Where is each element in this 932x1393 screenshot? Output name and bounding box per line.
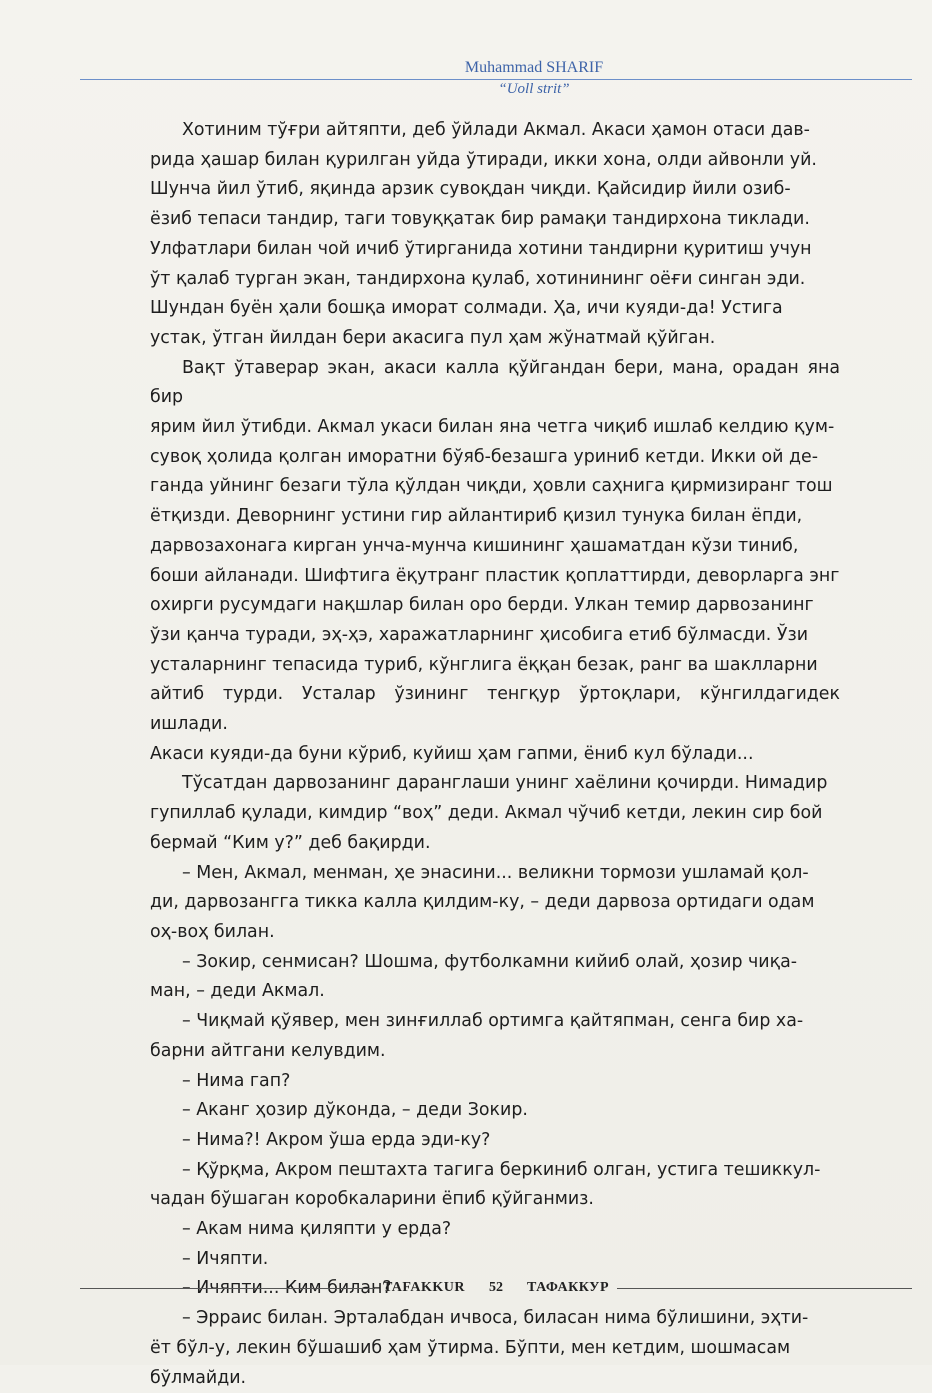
page-number: 52 bbox=[489, 1280, 504, 1295]
dialogue-line: – Мен, Акмал, менман, ҳе энасини... великни тормози ушламай қол- ди, дарвозангга тикка калла қилдим-ку, – деди дарвоза ортидаги одам оҳ-воҳ билан. bbox=[150, 862, 815, 942]
dialogue-line: – Нима гап? bbox=[182, 1070, 291, 1091]
header-author: Muhammad SHARIF bbox=[464, 59, 604, 76]
footer-journal-latin: TAFAKKUR bbox=[382, 1280, 466, 1295]
dialogue-line: – Ичяпти. bbox=[182, 1248, 269, 1269]
dialogue-line: – Эрраис билан. Эрталабдан ичвоса, биласан нима бўлишини, эҳти- ёт бўл-у, лекин бўшашиб ҳам ўтирма. Бўпти, мен кетдим, шошмасам бўлмайди. bbox=[150, 1308, 809, 1388]
dialogue-line: – Ичяпти... Ким билан? bbox=[182, 1278, 392, 1299]
footer-rule-left bbox=[80, 1288, 375, 1289]
running-footer bbox=[80, 1278, 912, 1298]
dialogue-line: – Аканг ҳозир дўконда, – деди Зокир. bbox=[182, 1100, 528, 1121]
paragraph: Вақт ўтаверар экан, акаси калла қўйгандан бери, мана, орадан яна бир ярим йил ўтибди. Акмал укаси билан яна четга чиқиб ишлаб келдию қум- сувоқ ҳолида қолган иморатни бўяб-безашга уриниб кетди. Икки ой де- ганда уйнинг безаги тўла қўлдан чиқди, ҳовли саҳнига қирмизиранг тош ётқизди. Деворнинг устини гир айлантириб қизил тунука билан ёпди, дарвозахонага кирган унча-мунча кишининг ҳашаматдан кўзи тиниб, боши айланади. Шифтига ёқутранг пластик қоплаттирди, деворларга энг охирги русумдаги нақшлар билан оро берди. Улкан темир дарвозанинг ўзи қанча туради, эҳ-ҳэ, харажатларнинг ҳисобига етиб бўлмасди. Ўзи усталарнинг тепасида туриб, кўнглига ёққан безак, ранг ва шаклларни айтиб турди. Усталар ўзининг тенгқур ўртоқлари, кўнгилдагидек ишлади. Акаси куяди-да буни кўриб, куйиш ҳам гапми, ёниб кул бўлади... bbox=[150, 357, 840, 764]
dialogue-line: – Акам нима қиляпти у ерда? bbox=[182, 1219, 452, 1240]
dialogue-line: – Нима?! Акром ўша ерда эди-ку? bbox=[182, 1129, 491, 1150]
header-title: “Uoll strit” bbox=[498, 81, 570, 97]
dialogue-line: – Қўрқма, Акром пештахта тагига беркиниб олган, устига тешиккул- чадан бўшаган коробкаларини ёпиб қўйганмиз. bbox=[150, 1159, 821, 1210]
paragraph: Тўсатдан дарвозанинг даранглаши унинг хаёлини қочирди. Нимадир гупиллаб қулади, кимдир “воҳ” деди. Акмал чўчиб кетди, лекин сир бой бермай “Ким у?” деб бақирди. bbox=[150, 773, 828, 853]
paragraph: Хотиним тўғри айтяпти, деб ўйлади Акмал. Акаси ҳамон отаси дав- рида ҳашар билан қурилган уйда ўтиради, икки хона, олди айвонли уй. Шунча йил ўтиб, яқинда арзик сувоқдан чиқди. Қайсидир йили озиб- ёзиб тепаси тандир, таги товуққатак бир рамақи тандирхона тиклади. Улфатлари билан чой ичиб ўтирганида хотини тандирни қуритиш учун ўт қалаб турган экан, тандирхона қулаб, хотинининг оёғи синган эди. Шундан буён ҳали бошқа иморат солмади. Ҳа, ичи куяди-да! Устига устак, ўтган йилдан бери акасига пул ҳам жўнатмай қўйган. bbox=[150, 120, 817, 348]
running-header bbox=[80, 58, 912, 98]
footer-journal-cyrillic: ТАФАККУР bbox=[527, 1280, 610, 1295]
body-text bbox=[150, 116, 840, 1393]
footer-rule-right bbox=[617, 1288, 912, 1289]
dialogue-line: – Зокир, сенмисан? Шошма, футболкамни кийиб олай, ҳозир чиқа- ман, – деди Акмал. bbox=[150, 951, 798, 1002]
dialogue-line: – Чиқмай қўявер, мен зинғиллаб ортимга қайтяпман, сенга бир ха- барни айтгани келувдим. bbox=[150, 1011, 804, 1061]
